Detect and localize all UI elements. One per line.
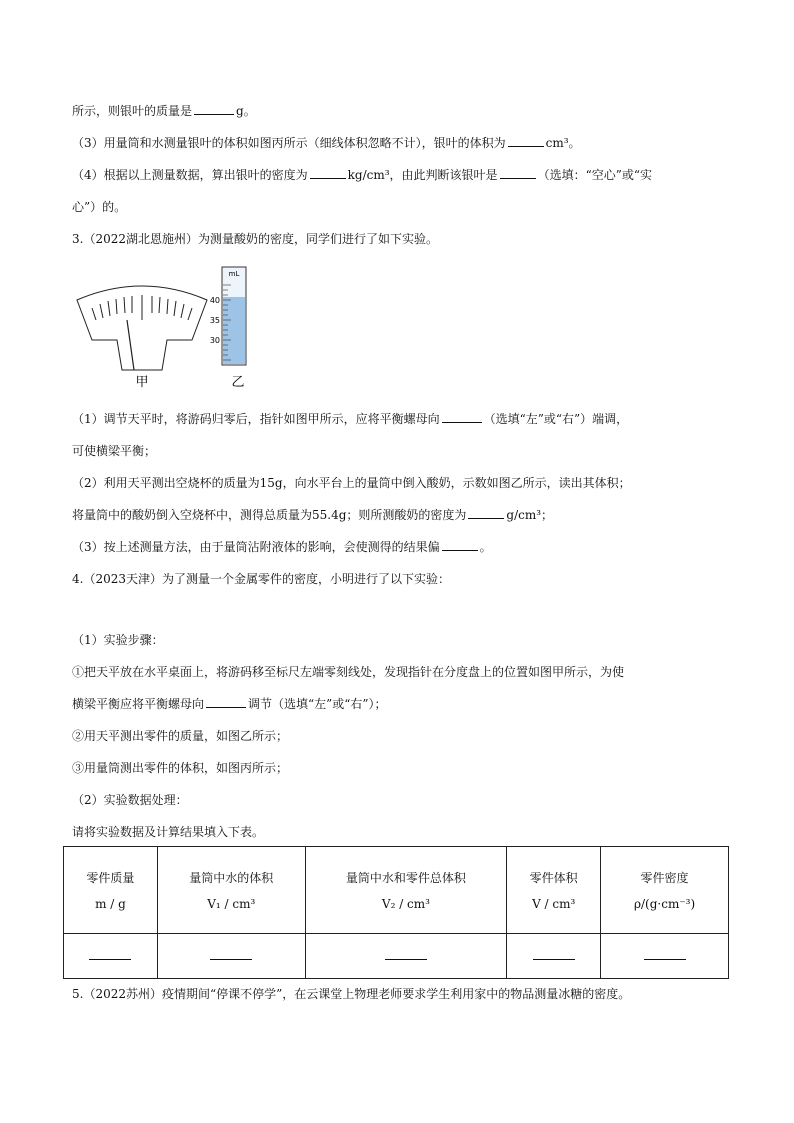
header-cell: 量筒中水的体积 V₁ / cm³ — [157, 847, 305, 934]
tick-label: 30 — [209, 336, 220, 345]
answer-cell[interactable] — [157, 934, 305, 979]
data-table — [63, 846, 729, 979]
answer-blank[interactable] — [310, 167, 346, 179]
table-row — [64, 934, 729, 979]
cylinder-unit: mL — [228, 270, 240, 278]
text-line: ③用量筒测出零件的体积，如图丙所示； — [72, 761, 289, 775]
text-line — [72, 539, 492, 555]
answer-blank[interactable] — [206, 696, 246, 708]
text-line — [72, 507, 553, 523]
text-line — [72, 696, 387, 712]
text: kg/cm³，由此判断该银叶是 — [347, 168, 498, 182]
text-line: 请将实验数据及计算结果填入下表。 — [72, 825, 265, 839]
answer-blank[interactable] — [442, 539, 478, 551]
text: cm³。 — [545, 136, 581, 150]
text-line: ②用天平测出零件的质量，如图乙所示； — [72, 729, 289, 743]
text: （选填“左”或“右”）端调， — [483, 412, 629, 426]
text: 调节（选填“左”或“右”）； — [248, 697, 387, 711]
text: （3）按上述测量方法，由于量筒沾附液体的影响，会使测得的结果偏 — [72, 540, 440, 554]
text-line — [72, 167, 652, 183]
answer-blank[interactable] — [508, 135, 544, 147]
tick-label: 40 — [209, 296, 220, 305]
text: （选填：“空心”或“实 — [537, 168, 652, 182]
question-5: 5.（2022苏州）疫情期间“停课不停学”，在云课堂上物理老师要求学生利用家中的物品测量冰糖的密度。 — [72, 987, 631, 1001]
text-line: 心”）的。 — [72, 200, 127, 214]
answer-blank[interactable] — [468, 507, 504, 519]
header-cell: 零件密度 ρ/(g·cm⁻³) — [601, 847, 729, 934]
text: （4）根据以上测量数据，算出银叶的密度为 — [72, 168, 308, 182]
text-line: （2）实验数据处理： — [72, 793, 188, 807]
text: 。 — [479, 540, 492, 554]
text: g。 — [236, 104, 256, 118]
answer-cell[interactable] — [64, 934, 158, 979]
answer-cell[interactable] — [507, 934, 601, 979]
text-line: （2）利用天平测出空烧杯的质量为15g，向水平台上的量筒中倒入酸奶，示数如图乙所示，读出其体积； — [72, 476, 631, 490]
text: g/cm³； — [506, 508, 554, 522]
text-line: （1）实验步骤： — [72, 633, 164, 647]
figure-label-a: 甲 — [135, 375, 149, 390]
text-line: 可使横梁平衡； — [72, 444, 157, 458]
liquid-level — [223, 297, 245, 364]
text-line — [72, 135, 581, 151]
answer-cell[interactable] — [305, 934, 507, 979]
text-line — [72, 103, 256, 119]
text: （1）调节天平时，将游码归零后，指针如图甲所示，应将平衡螺母向 — [72, 412, 440, 426]
answer-blank[interactable] — [442, 411, 482, 423]
answer-cell[interactable] — [601, 934, 729, 979]
question-3: 3.（2022湖北恩施州）为测量酸奶的密度，同学们进行了如下实验。 — [72, 232, 438, 246]
question-4: 4.（2023天津）为了测量一个金属零件的密度，小明进行了以下实验： — [72, 572, 450, 586]
text: 横梁平衡应将平衡螺母向 — [72, 697, 205, 711]
table-header-row — [64, 847, 729, 934]
text: 所示，则银叶的质量是 — [72, 104, 193, 118]
answer-blank[interactable] — [500, 167, 536, 179]
header-cell: 量筒中水和零件总体积 V₂ / cm³ — [305, 847, 507, 934]
balance-dial-figure — [72, 280, 212, 390]
answer-blank[interactable] — [194, 103, 234, 115]
text: 将量筒中的酸奶倒入空烧杯中，测得总质量为55.4g；则所测酸奶的密度为 — [72, 508, 467, 522]
text-line: ①把天平放在水平桌面上，将游码移至标尺左端零刻线处，发现指针在分度盘上的位置如图甲所示，为使 — [72, 665, 625, 679]
measuring-cylinder-figure — [205, 265, 265, 390]
header-cell: 零件质量 m / g — [64, 847, 158, 934]
text-line — [72, 411, 628, 427]
figure-label-b: 乙 — [231, 375, 245, 390]
header-cell: 零件体积 V / cm³ — [507, 847, 601, 934]
tick-label: 35 — [209, 316, 220, 325]
text: （3）用量筒和水测量银叶的体积如图丙所示（细线体积忽略不计），银叶的体积为 — [72, 136, 506, 150]
